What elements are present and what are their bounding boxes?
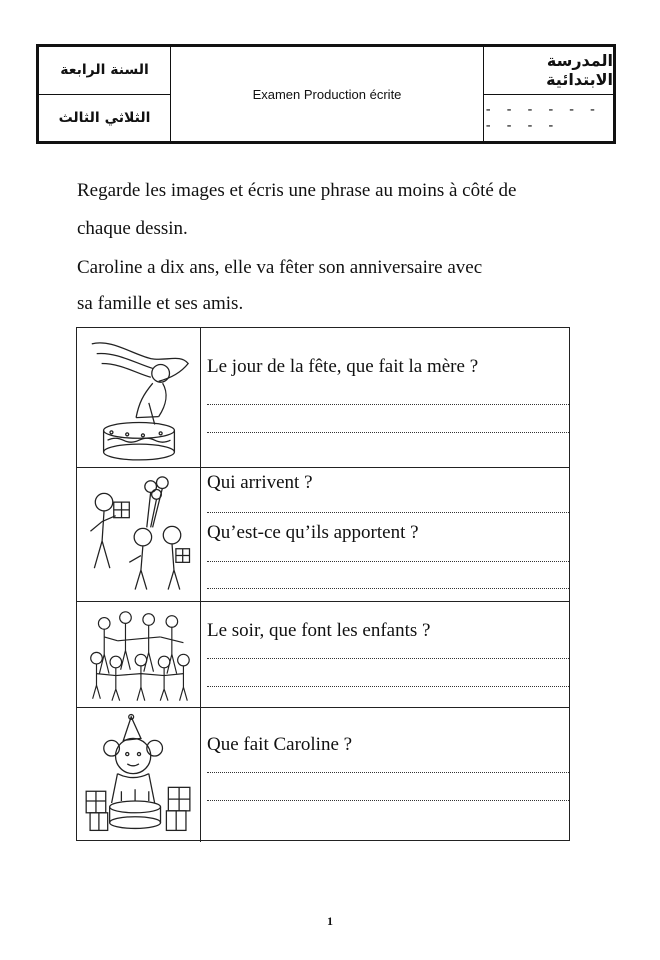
exam-title: Examen Production écrite <box>252 86 402 102</box>
page-number: 1 <box>327 914 333 928</box>
caroline-with-cake-and-presents-illustration <box>77 708 201 842</box>
children-arriving-with-gifts-illustration <box>77 468 201 601</box>
exercise-row <box>77 328 569 467</box>
school-label: المدرسة الابتدائية <box>546 51 613 90</box>
question-text: Qu’est-ce qu’ils apportent ? <box>207 522 419 543</box>
answer-line[interactable] <box>207 686 569 687</box>
children-dancing-in-circle-illustration <box>77 602 201 707</box>
header-school-info <box>483 47 613 141</box>
exercise-row <box>77 707 569 842</box>
trimester-label: الثلاثي الثالث <box>39 94 170 142</box>
question-text: Que fait Caroline ? <box>207 734 353 755</box>
instruction-line-3: Caroline a dix ans, elle va fêter son anniversaire avec <box>77 257 483 278</box>
answer-line[interactable] <box>207 588 569 589</box>
instruction-line-2: chaque dessin. <box>77 218 188 239</box>
instruction-line-1: Regarde les images et écris une phrase au moins à côté de <box>77 180 517 201</box>
header-class-info <box>39 47 171 141</box>
answer-line[interactable] <box>207 800 569 801</box>
answer-line[interactable] <box>207 772 569 773</box>
exercise-table <box>76 327 570 841</box>
instruction-line-4: sa famille et ses amis. <box>77 293 244 314</box>
mother-decorating-cake-illustration <box>77 328 201 467</box>
grade-label: السنة الرابعة <box>60 62 149 79</box>
answer-line[interactable] <box>207 512 569 513</box>
question-text: Le jour de la fête, que fait la mère ? <box>207 356 479 377</box>
exam-header <box>36 44 616 144</box>
question-text: Le soir, que font les enfants ? <box>207 620 431 641</box>
exercise-row <box>77 601 569 707</box>
answer-line[interactable] <box>207 432 569 433</box>
question-text: Qui arrivent ? <box>207 472 313 493</box>
exercise-row <box>77 467 569 601</box>
answer-line[interactable] <box>207 561 569 562</box>
answer-line[interactable] <box>207 658 569 659</box>
answer-line[interactable] <box>207 404 569 405</box>
school-name-blank[interactable]: - - - - - - - - - - <box>484 94 613 142</box>
